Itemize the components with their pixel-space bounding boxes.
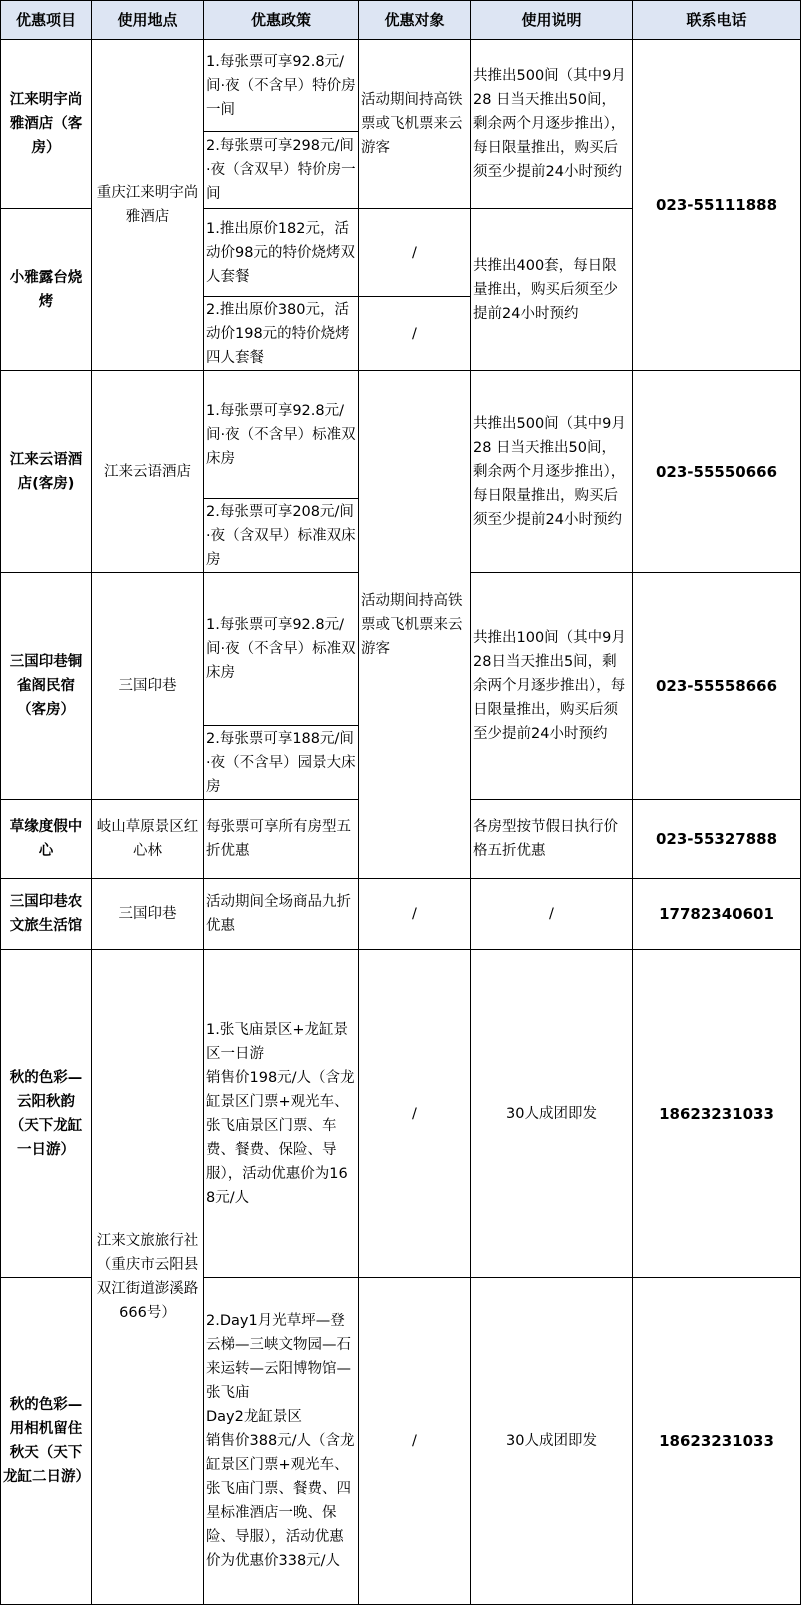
project-name: 小雅露台烧烤 bbox=[1, 209, 92, 371]
phone: 18623231033 bbox=[633, 1278, 801, 1605]
header-phone: 联系电话 bbox=[633, 1, 801, 40]
phone: 023-55327888 bbox=[633, 800, 801, 879]
policy: 1.每张票可享92.8元/间·夜（不含早）标准双床房 bbox=[204, 371, 359, 499]
target: / bbox=[359, 1278, 471, 1605]
phone: 023-55558666 bbox=[633, 573, 801, 800]
instructions: 共推出500间（其中9月 28 日当天推出50间，剩余两个月逐步推出），每日限量推出，购买后须至少提前24小时预约 bbox=[471, 371, 633, 573]
policy: 2.每张票可享188元/间·夜（不含早）园景大床房 bbox=[204, 726, 359, 800]
phone: 18623231033 bbox=[633, 950, 801, 1278]
policy: 1.每张票可享92.8元/间·夜（不含早）特价房一间 bbox=[204, 40, 359, 132]
project-name: 草缘度假中心 bbox=[1, 800, 92, 879]
policy: 每张票可享所有房型五折优惠 bbox=[204, 800, 359, 879]
phone: 17782340601 bbox=[633, 879, 801, 950]
policy: 活动期间全场商品九折优惠 bbox=[204, 879, 359, 950]
location: 江来文旅旅行社（重庆市云阳县双江街道澎溪路666号） bbox=[92, 950, 204, 1605]
location: 三国印巷 bbox=[92, 879, 204, 950]
phone: 023-55111888 bbox=[633, 40, 801, 371]
instructions: 各房型按节假日执行价格五折优惠 bbox=[471, 800, 633, 879]
instructions: 共推出500间（其中9月 28 日当天推出50间，剩余两个月逐步推出），每日限量推出，购买后须至少提前24小时预约 bbox=[471, 40, 633, 209]
policy: 2.每张票可享298元/间·夜（含双早）特价房一间 bbox=[204, 132, 359, 209]
table-row bbox=[1, 371, 801, 499]
target: 活动期间持高铁票或飞机票来云游客 bbox=[359, 40, 471, 209]
location: 三国印巷 bbox=[92, 573, 204, 800]
header-target: 优惠对象 bbox=[359, 1, 471, 40]
header-location: 使用地点 bbox=[92, 1, 204, 40]
location: 江来云语酒店 bbox=[92, 371, 204, 573]
location: 岐山草原景区红心林 bbox=[92, 800, 204, 879]
project-name: 秋的色彩—用相机留住秋天（天下龙缸二日游） bbox=[1, 1278, 92, 1605]
table-row bbox=[1, 950, 801, 1278]
instructions: 共推出400套，每日限量推出，购买后须至少提前24小时预约 bbox=[471, 209, 633, 371]
target: / bbox=[359, 297, 471, 371]
instructions: 30人成团即发 bbox=[471, 950, 633, 1278]
project-name: 三国印巷铜雀阁民宿（客房） bbox=[1, 573, 92, 800]
instructions: 30人成团即发 bbox=[471, 1278, 633, 1605]
policy: 1.张飞庙景区+龙缸景区一日游 销售价198元/人（含龙缸景区门票+观光车、张飞庙景区门票、车费、餐费、保险、导服），活动优惠价为168元/人 bbox=[204, 950, 359, 1278]
target: 活动期间持高铁票或飞机票来云游客 bbox=[359, 371, 471, 879]
policy: 2.Day1月光草坪—登云梯—三峡文物园—石来运转—云阳博物馆—张飞庙 Day2龙缸景区 销售价388元/人（含龙缸景区门票+观光车、张飞庙门票、餐费、四星标准酒店一晚、保险、导服），活动优惠价为优惠价338元/人 bbox=[204, 1278, 359, 1605]
project-name: 三国印巷农文旅生活馆 bbox=[1, 879, 92, 950]
header-instructions: 使用说明 bbox=[471, 1, 633, 40]
project-name: 江来明宇尚雅酒店（客房） bbox=[1, 40, 92, 209]
project-name: 江来云语酒店(客房) bbox=[1, 371, 92, 573]
policy: 1.推出原价182元，活动价98元的特价烧烤双人套餐 bbox=[204, 209, 359, 297]
policy: 1.每张票可享92.8元/间·夜（不含早）标准双床房 bbox=[204, 573, 359, 726]
policy: 2.推出原价380元，活动价198元的特价烧烤四人套餐 bbox=[204, 297, 359, 371]
header-project: 优惠项目 bbox=[1, 1, 92, 40]
target: / bbox=[359, 879, 471, 950]
header-policy: 优惠政策 bbox=[204, 1, 359, 40]
target: / bbox=[359, 209, 471, 297]
table-row bbox=[1, 879, 801, 950]
location: 重庆江来明宇尚雅酒店 bbox=[92, 40, 204, 371]
phone: 023-55550666 bbox=[633, 371, 801, 573]
header-row bbox=[1, 1, 801, 40]
instructions: / bbox=[471, 879, 633, 950]
table-row bbox=[1, 40, 801, 132]
instructions: 共推出100间（其中9月28日当天推出5间，剩余两个月逐步推出），每日限量推出，购买后须至少提前24小时预约 bbox=[471, 573, 633, 800]
project-name: 秋的色彩—云阳秋韵（天下龙缸一日游） bbox=[1, 950, 92, 1278]
policy: 2.每张票可享208元/间·夜（含双早）标准双床房 bbox=[204, 499, 359, 573]
target: / bbox=[359, 950, 471, 1278]
